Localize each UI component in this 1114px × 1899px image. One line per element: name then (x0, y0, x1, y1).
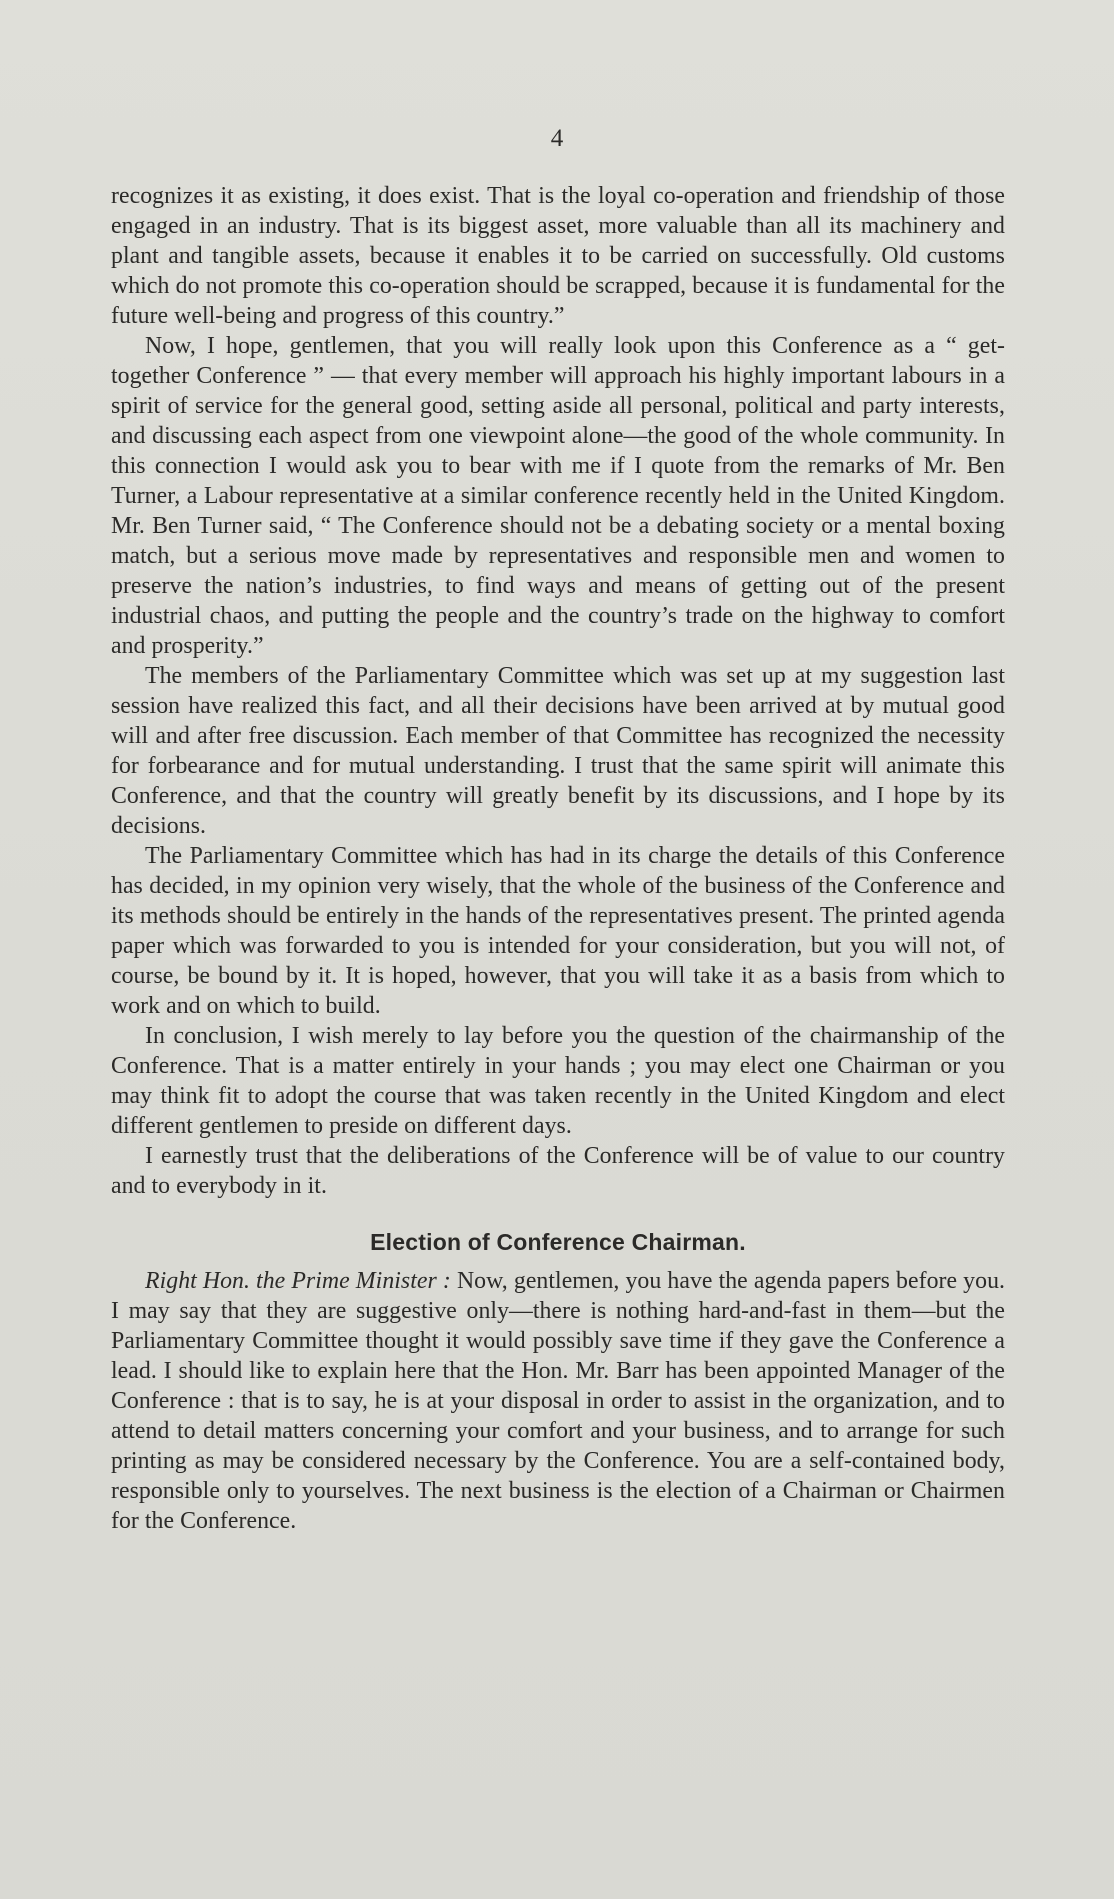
section-heading: Election of Conference Chairman. (370, 1229, 746, 1255)
paragraph-continuation: recognizes it as existing, it does exist. That is the loyal co-operation and friendship of those engaged in an industry. That is its biggest asset, more valuable than all its machinery and plant and tangible assets, because it enables it to be carried on successfully. Old customs which do not promote this co-operation should be scrapped, because it is fundamental for the future well-being and progress of this country.” (111, 183, 1005, 329)
speech-text: Now, gentlemen, you have the agenda papers before you. I may say that they are suggestive only—there is nothing hard-and-fast in them—but the Parliamentary Committee thought it would possibly save time if they gave the Conference a lead. I should like to explain here that the Hon. Mr. Barr has been appointed Manager of the Conference : that is to say, he is at your disposal in order to assist in the organization, and to attend to detail matters concerning your comfort and your business, and to arrange for such printing as may be considered necessary by the Conference. You are a self-contained body, responsible only to yourselves. The next business is the election of a Chairman or Chairmen for the Conference. (111, 1268, 1006, 1534)
paragraph-parliamentary-committee: The members of the Parliamentary Committee which was set up at my suggestion last session have realized this fact, and all their decisions have been arrived at by mutual good will and after free discussion. Each member of that Committee has recognized the necessity for forbearance and for mutual understanding. I trust that the same spirit will animate this Conference, and that the country will greatly benefit by its discussions, and I hope by its decisions. (111, 663, 1005, 839)
speaker-name: Right Hon. the Prime Minister : (145, 1268, 451, 1294)
paragraph-get-together: Now, I hope, gentlemen, that you will really look upon this Conference as a “ get-together Conference ” — that every member will approach his highly important labours in a spirit of service for the general good, setting aside all personal, political and party interests, and discussing each aspect from one viewpoint alone—the good of the whole community. In this connection I would ask you to bear with me if I quote from the remarks of Mr. Ben Turner, a Labour representative at a similar conference recently held in the United Kingdom. Mr. Ben Turner said, “ The Conference should not be a debating society or a mental boxing match, but a serious move made by representatives and responsible men and women to preserve the nation’s industries, to find ways and means of getting out of the present industrial chaos, and putting the people and the country’s trade on the highway to comfort and prosperity.” (111, 333, 1005, 659)
paragraph-conference-business: The Parliamentary Committee which has had in its charge the details of this Conference has decided, in my opinion very wisely, that the whole of the business of the Conference and its methods should be entirely in the hands of the representatives present. The printed agenda paper which was forwarded to you is intended for your consideration, but you will not, of course, be bound by it. It is hoped, however, that you will take it as a basis from which to work and on which to build. (111, 843, 1005, 1019)
speech-paragraph (111, 1266, 1005, 1536)
page-number: 4 (550, 125, 564, 152)
body-text (111, 181, 1005, 1536)
paragraph-closing: I earnestly trust that the deliberations of the Conference will be of value to our country and to everybody in it. (111, 1143, 1005, 1199)
paragraph-chairmanship: In conclusion, I wish merely to lay before you the question of the chairmanship of the Conference. That is a matter entirely in your hands ; you may elect one Chairman or you may think fit to adopt the course that was taken recently in the United Kingdom and elect different gentlemen to preside on different days. (111, 1023, 1005, 1139)
